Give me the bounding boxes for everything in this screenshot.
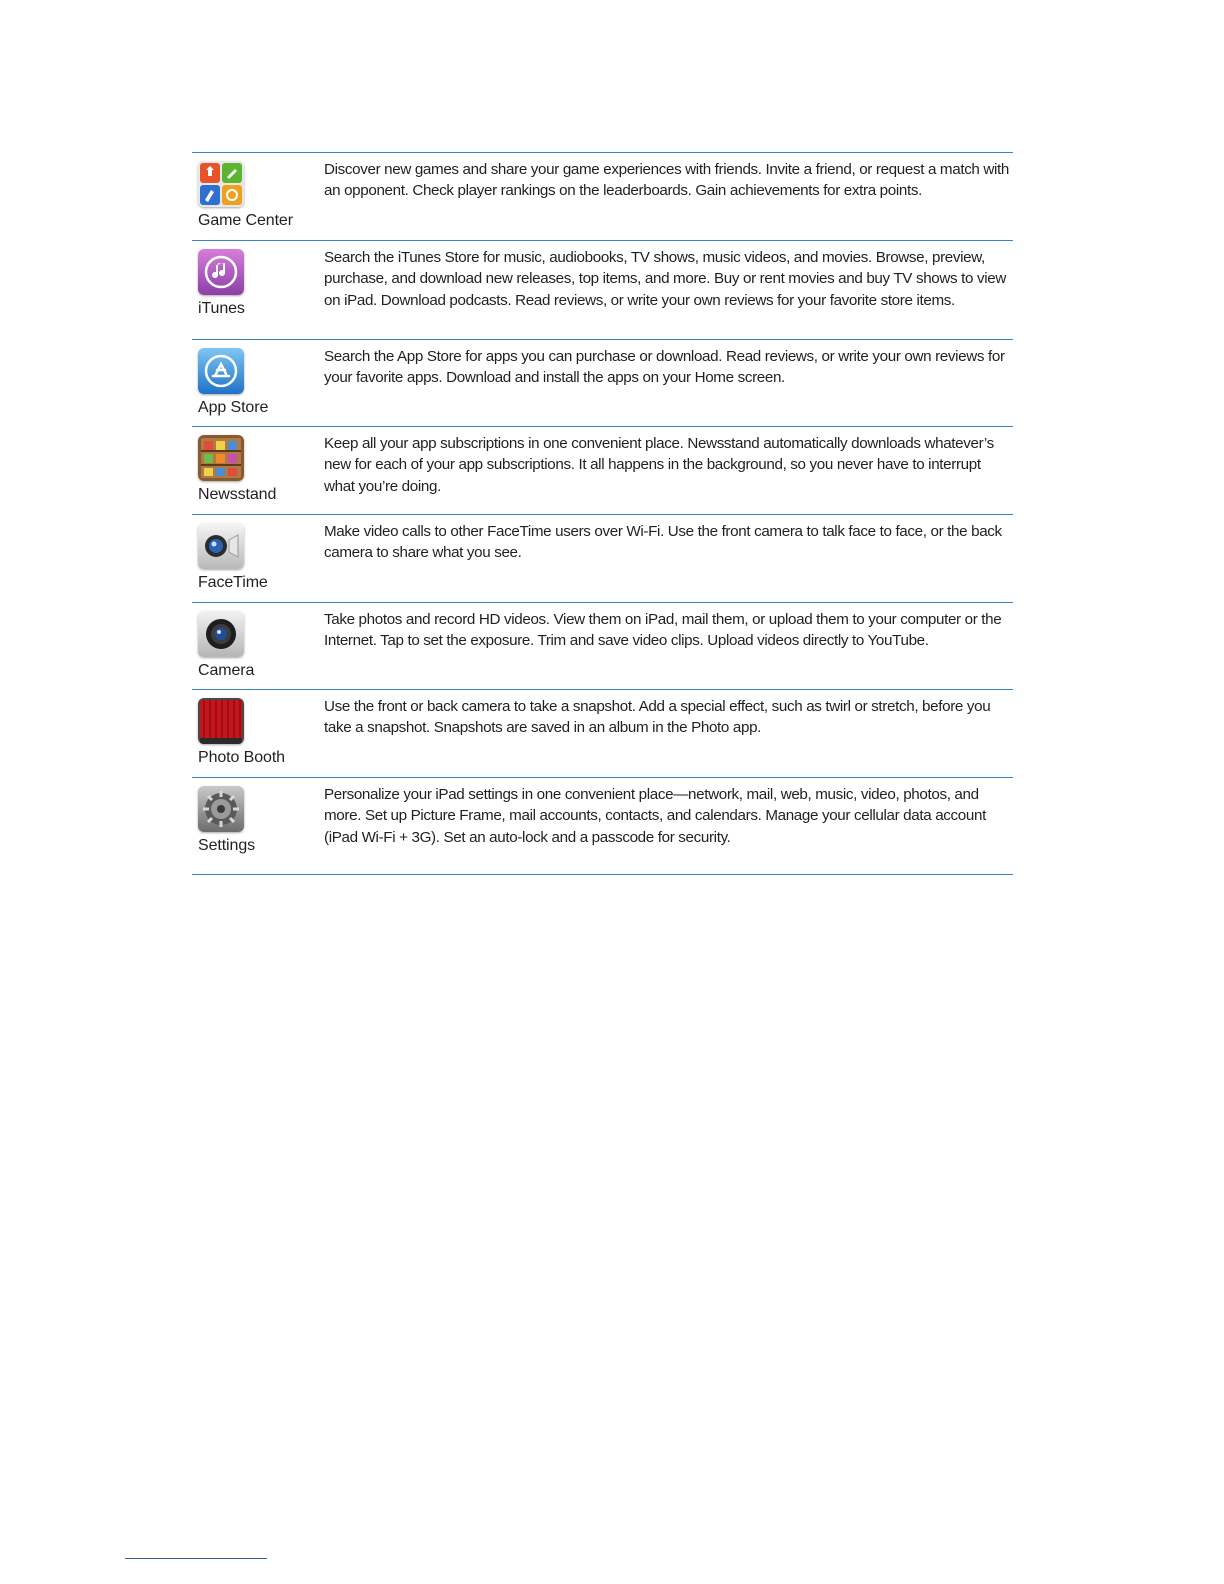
app-description: Search the iTunes Store for music, audiobooks, TV shows, music videos, and movies. Browse, preview, purchase, and download new releases, top items, and more. Buy or rent movies and buy TV shows to view on iPad. Download podcasts. Read reviews, or write your own reviews for your favorite store items. xyxy=(324,249,1006,309)
footnote-rule xyxy=(125,1558,267,1559)
app-name: FaceTime xyxy=(198,574,268,591)
app-cell xyxy=(198,435,318,504)
app-cell xyxy=(198,523,318,592)
app-name: iTunes xyxy=(198,300,245,317)
app-row-facetime xyxy=(192,515,1013,603)
app-cell xyxy=(198,698,318,767)
settings-icon xyxy=(198,786,244,832)
app-cell xyxy=(198,161,318,230)
app-description: Use the front or back camera to take a snapshot. Add a special effect, such as twirl or stretch, before you take a snapshot. Snapshots are saved in an album in the Photo app. xyxy=(324,698,991,737)
app-cell xyxy=(198,249,318,318)
app-row-itunes xyxy=(192,241,1013,340)
newsstand-icon xyxy=(198,435,244,481)
camera-icon xyxy=(198,611,244,657)
app-cell xyxy=(198,348,318,417)
facetime-icon xyxy=(198,523,244,569)
app-row-photo-booth xyxy=(192,690,1013,778)
app-description: Take photos and record HD videos. View them on iPad, mail them, or upload them to your computer or the Internet. Tap to set the exposure. Trim and save video clips. Upload videos directly to YouTube. xyxy=(324,611,1002,650)
app-store-icon xyxy=(198,348,244,394)
app-name: Game Center xyxy=(198,212,293,229)
app-name: Settings xyxy=(198,837,256,854)
app-name: Photo Booth xyxy=(198,749,285,766)
app-cell xyxy=(198,611,318,680)
app-row-game-center xyxy=(192,153,1013,241)
app-description: Keep all your app subscriptions in one convenient place. Newsstand automatically downloads whatever’s new for each of your app subscriptions. It all happens in the background, so you never have to interrupt what you’re doing. xyxy=(324,435,994,495)
app-description: Make video calls to other FaceTime users over Wi-Fi. Use the front camera to talk face to face, or the back camera to share what you see. xyxy=(324,523,1002,562)
app-description: Search the App Store for apps you can purchase or download. Read reviews, or write your own reviews for your favorite apps. Download and install the apps on your Home screen. xyxy=(324,348,1005,387)
game-center-icon xyxy=(198,161,244,207)
app-name: Camera xyxy=(198,662,255,679)
photo-booth-icon xyxy=(198,698,244,744)
app-name: App Store xyxy=(198,399,269,416)
app-cell xyxy=(198,786,318,855)
app-description: Discover new games and share your game experiences with friends. Invite a friend, or request a match with an opponent. Check player rankings on the leaderboards. Gain achievements for extra points. xyxy=(324,161,1010,200)
app-name: Newsstand xyxy=(198,486,277,503)
app-row-newsstand xyxy=(192,427,1013,515)
itunes-icon xyxy=(198,249,244,295)
app-row-camera xyxy=(192,603,1013,690)
app-row-app-store xyxy=(192,340,1013,427)
app-row-settings xyxy=(192,778,1013,875)
app-description: Personalize your iPad settings in one convenient place—network, mail, web, music, video, photos, and more. Set up Picture Frame, mail accounts, contacts, and calendars. Manage your cellular data account (iPad Wi-Fi + 3G). Set an auto-lock and a passcode for security. xyxy=(324,786,986,846)
apps-table xyxy=(192,152,1013,875)
